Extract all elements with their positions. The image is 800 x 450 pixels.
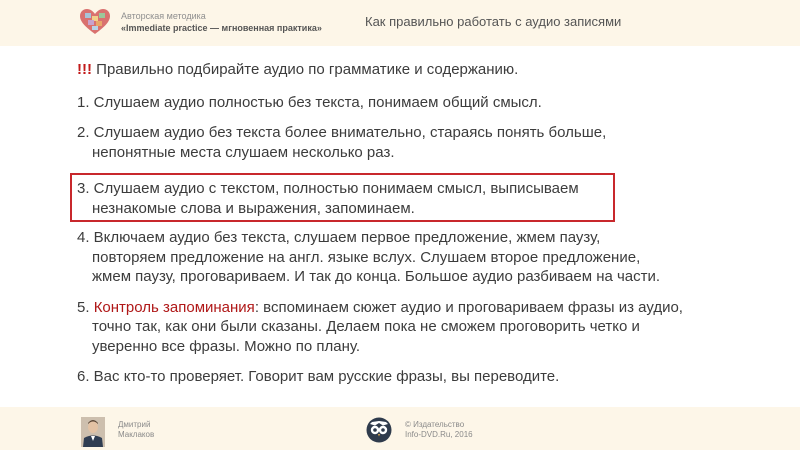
header-band: [0, 0, 800, 46]
item-2-line-1: 2. Слушаем аудио без текста более внимательно, стараясь понять больше,: [77, 124, 607, 141]
item-5-number: 5.: [77, 298, 90, 316]
author-last-name: Маклаков: [118, 430, 155, 439]
owl-logo-icon: [366, 417, 392, 443]
item-5-line-1-rest: : вспоминаем сюжет аудио и проговариваем фразы из аудио,: [254, 298, 683, 316]
author-first-name: Дмитрий: [118, 420, 151, 429]
item-5-line-3: уверенно все фразы. Можно по плану.: [92, 337, 361, 355]
intro-note: [77, 60, 717, 80]
item-5-highlight: Контроль запоминания: [93, 298, 255, 316]
item-4-line-3: жмем паузу, проговариваем. И так до конца. Большое аудио разбиваем на части.: [92, 268, 661, 285]
slide-title: Как правильно работать с аудио записями: [365, 14, 622, 29]
list-item-1: [77, 93, 717, 113]
list-item-6: [77, 367, 717, 387]
instructions-list: [77, 60, 717, 398]
author-portrait-icon: [81, 417, 105, 447]
list-item-2: [77, 123, 717, 162]
intro-text: Правильно подбирайте аудио по грамматике и содержанию.: [96, 61, 519, 78]
item-6-text: 6. Вас кто-то проверяет. Говорит вам русские фразы, вы переводите.: [77, 368, 560, 385]
footer-band: [0, 407, 800, 450]
publisher-site: Info-DVD.Ru, 2016: [405, 430, 473, 439]
author-avatar: [81, 417, 105, 447]
heart-collage-logo-icon: [80, 9, 110, 35]
publisher-info: [405, 420, 473, 440]
method-line-2: «Immediate practice — мгновенная практика»: [121, 23, 322, 33]
method-line-1: Авторская методика: [121, 11, 206, 21]
list-item-3-highlighted: [70, 173, 615, 222]
method-caption: [121, 10, 322, 34]
list-item-4: [77, 228, 717, 287]
item-3-line-2: незнакомые слова и выражения, запоминаем.: [92, 199, 415, 217]
item-4-line-1: 4. Включаем аудио без текста, слушаем первое предложение, жмем паузу,: [77, 229, 601, 246]
item-4-line-2: повторяем предложение на англ. языке вслух. Слушаем второе предложение,: [92, 248, 641, 266]
item-5-line-2: точно так, как они были сказаны. Делаем пока не сможем проговорить четко и: [92, 318, 640, 335]
item-3-line-1: 3. Слушаем аудио с текстом, полностью понимаем смысл, выписываем: [77, 180, 579, 197]
item-1-text: 1. Слушаем аудио полностью без текста, понимаем общий смысл.: [77, 93, 542, 111]
exclamation-marker: !!!: [77, 61, 92, 78]
author-name: [118, 420, 154, 440]
item-2-line-2: непонятные места слушаем несколько раз.: [92, 143, 395, 161]
list-item-5: [77, 298, 717, 357]
copyright-text: © Издательство: [405, 420, 465, 429]
